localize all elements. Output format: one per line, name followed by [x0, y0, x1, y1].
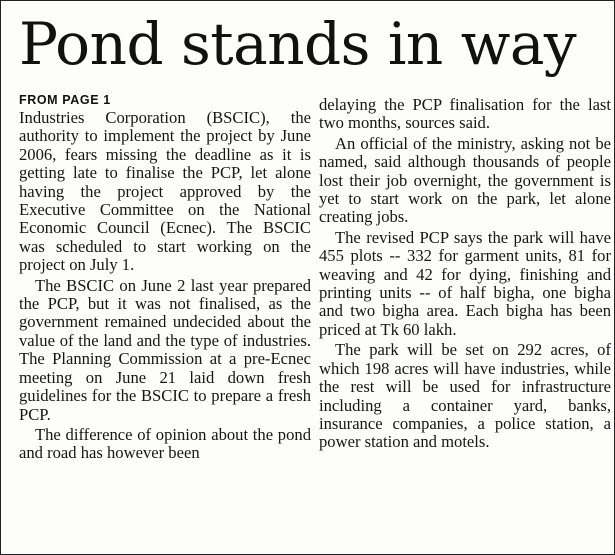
paragraph: delaying the PCP finalisation for the last two months, sources said. — [319, 95, 611, 133]
article-column-left — [19, 93, 311, 463]
paragraph: The difference of opinion about the pond and road has however been — [19, 424, 311, 463]
paragraph: The revised PCP says the park will have 455 plots -- 332 for garment units, 81 for weaving and 42 for dying, finishing and printing units -- of half bigha, one bigha and two bigha area. Each bigha has been priced at Tk 60 lakh. — [319, 227, 611, 339]
article-column-right — [319, 96, 611, 452]
paragraph: The park will be set on 292 acres, of which 198 acres will have industries, while the rest will be used for infrastructure including a container yard, banks, insurance companies, a police station, a power station and motels. — [319, 340, 611, 452]
headline: Pond stands in way — [19, 10, 577, 78]
paragraph: An official of the ministry, asking not be named, said although thousands of people lost their job overnight, the government is yet to start work on the park, let alone creating jobs. — [319, 133, 611, 227]
kicker: FROM PAGE 1 — [19, 93, 111, 107]
paragraph: Industries Corporation (BSCIC), the authority to implement the project by June 2006, fears missing the deadline as it is getting late to finalise the PCP, let alone having the project approved by the Executive Committee on the National Economic Council (Ecnec). The BSCIC was scheduled to start working on the project on July 1. — [19, 108, 311, 275]
paragraph: The BSCIC on June 2 last year prepared the PCP, but it was not finalised, as the government remained undecided about the value of the land and the type of industries. The Planning Commission at a pre-Ecnec meeting on June 21 laid down fresh guidelines for the BSCIC to prepare a fresh PCP. — [19, 275, 311, 424]
